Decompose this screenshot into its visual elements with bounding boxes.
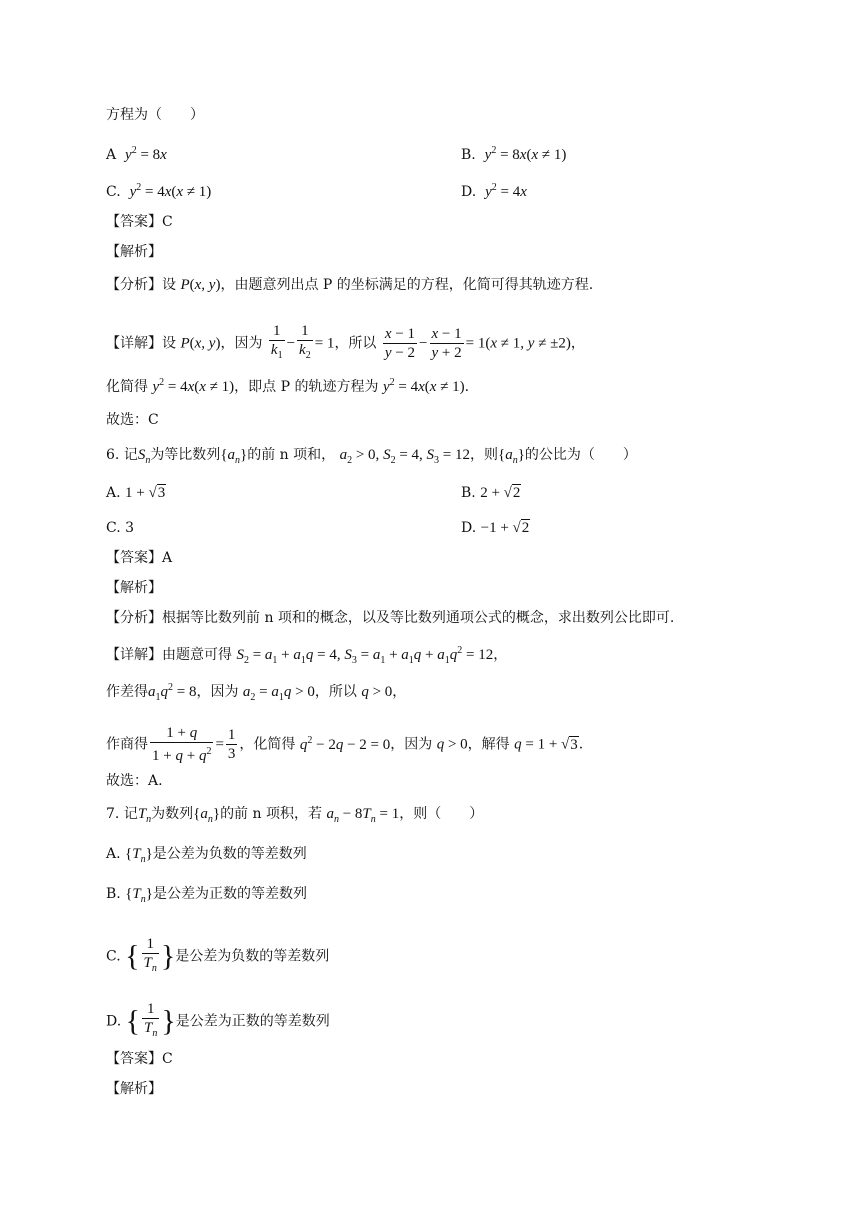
q7-jiexi: 【解析】: [106, 1081, 162, 1097]
q7-option-b[interactable]: B. $\{T_n\}$是公差为正数的等差数列: [106, 886, 307, 905]
q6-difference: 作差得$a_1q^2 = 8$，因为 $a_2 = a_1q > 0$，所以 q > 0，: [106, 682, 407, 703]
q5-option-d[interactable]: D. $y^2 = 4x$: [461, 182, 527, 200]
q5-option-c[interactable]: C. $y^2 = 4x(x \ne 1)$: [106, 182, 212, 200]
q5-answer: 【答案】C: [106, 214, 173, 230]
q5-detail: 【详解】设 P(x, y)，因为 $\frac{1}{k_1}$ − $\frac{1}{k_2}$ = 1，所以 $\frac{x - 1}{y - 2}$ − $\frac{x - 1}{y + 2}$ = 1(x ≠ 1, y ≠ ±2)，: [106, 323, 585, 361]
q5-choose: 故选：C: [106, 412, 159, 428]
q6-choose: 故选：A.: [106, 773, 163, 789]
q5-stem-tail: 方程为（ ）: [106, 107, 204, 123]
q6-jiexi: 【解析】: [106, 580, 162, 596]
q6-option-a[interactable]: A. 1 + √3: [106, 485, 166, 501]
q6-option-c[interactable]: C. 3: [106, 520, 135, 536]
q6-quotient: 作商得 $\frac{1 + q}{1 + q + q^2}$ = $\frac{1}{3}$ ，化简得 $q^2 - 2q - 2 = 0$，因为 q > 0，解得 q = 1 + √3.: [106, 725, 584, 764]
q7-option-d[interactable]: D. { $\frac{1}{T_n}$ }是公差为正数的等差数列: [106, 1001, 330, 1039]
q6-option-b[interactable]: B. 2 + √2: [461, 485, 521, 501]
q7-option-c[interactable]: C. { $\frac{1}{T_n}$ }是公差为负数的等差数列: [106, 936, 330, 974]
q5-analysis: 【分析】设 P(x, y)，由题意列出点 P 的坐标满足的方程，化简可得其轨迹方程.: [106, 277, 594, 293]
q7-option-a[interactable]: A. $\{T_n\}$是公差为负数的等差数列: [106, 846, 307, 865]
q7-stem: 7. 记$T_n$为数列$\{a_n\}$的前 n 项积，若 $a_n - 8T_n = 1$，则（ ）: [106, 806, 484, 825]
q6-option-d[interactable]: D. −1 + √2: [461, 520, 530, 536]
q6-stem: 6. 记$S_n$为等比数列$\{a_n\}$的前 n 项和， $a_2 > 0$, $S_2 = 4$, $S_3 = 12$，则$\{a_n\}$的公比为（ ）: [106, 447, 637, 466]
q6-detail: 【详解】由题意可得 $S_2 = a_1 + a_1q = 4$, $S_3 = a_1 + a_1q + a_1q^2 = 12$，: [106, 645, 508, 666]
q5-simplify: 化简得 $y^2 = 4x(x \ne 1)$，即点 P 的轨迹方程为 $y^2 = 4x(x \ne 1)$.: [106, 377, 470, 395]
q6-analysis: 【分析】根据等比数列前 n 项和的概念，以及等比数列通项公式的概念，求出数列公比即可.: [106, 610, 675, 626]
q5-jiexi: 【解析】: [106, 244, 162, 260]
q7-answer: 【答案】C: [106, 1051, 173, 1067]
q5-option-b[interactable]: B. $y^2 = 8x(x \ne 1)$: [461, 145, 567, 163]
q5-option-a[interactable]: A $y^2 = 8x$: [106, 145, 167, 163]
q6-answer: 【答案】A: [106, 550, 173, 566]
